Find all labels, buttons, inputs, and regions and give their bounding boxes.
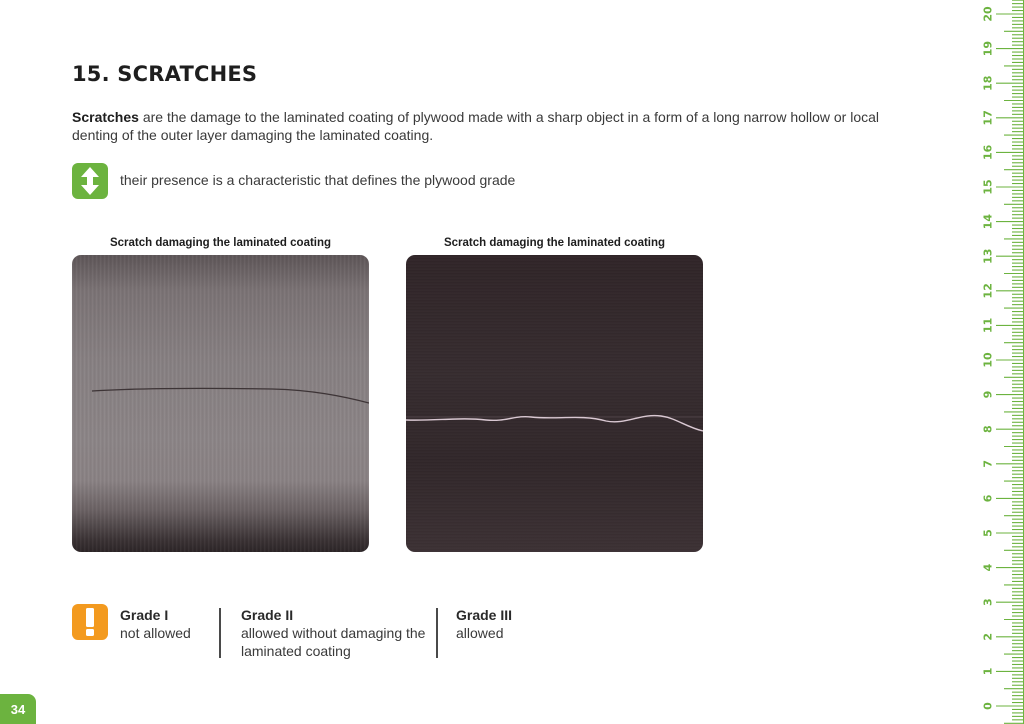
grade-1-value: not allowed (120, 625, 191, 641)
scratch-photo-dark (406, 255, 703, 552)
grade-2-value: allowed without damaging the laminated coating (241, 625, 426, 659)
ruler-label: 20 (981, 6, 995, 22)
scratch-photo-light (72, 255, 369, 552)
intro-paragraph (72, 108, 902, 144)
ruler-label: 6 (981, 494, 995, 503)
grade-2 (241, 606, 431, 660)
ruler-label: 12 (981, 283, 995, 299)
grade-3-name: Grade III (456, 607, 513, 623)
ruler-label: 2 (981, 632, 995, 641)
ruler-label: 16 (981, 144, 995, 161)
ruler-label: 1 (981, 667, 995, 676)
grade-divider (436, 608, 438, 658)
page-number: 34 (0, 694, 36, 724)
grade-3 (456, 606, 616, 642)
grade-3-value: allowed (456, 625, 504, 641)
exclamation-icon (72, 604, 108, 640)
ruler-label: 11 (981, 317, 995, 334)
grade-1-name: Grade I (120, 607, 169, 623)
ruler-label: 3 (981, 598, 995, 607)
grade-2-name: Grade II (241, 607, 294, 623)
grade-1 (120, 606, 210, 642)
ruler-label: 9 (981, 390, 995, 399)
intro-term: Scratches (72, 109, 139, 125)
ruler-label: 15 (981, 179, 995, 195)
up-down-arrow-icon (72, 163, 108, 199)
ruler-label: 0 (981, 702, 995, 710)
ruler-label: 7 (981, 459, 995, 468)
ruler-label: 18 (981, 75, 995, 91)
ruler-label: 14 (981, 213, 995, 230)
grade-note-text: their presence is a characteristic that defines the plywood grade (120, 172, 516, 188)
grade-divider (219, 608, 221, 658)
ruler (980, 0, 1024, 724)
ruler-label: 13 (981, 248, 995, 264)
ruler-label: 5 (981, 529, 995, 537)
photo-caption-right: Scratch damaging the laminated coating (443, 237, 666, 249)
photo-caption-left: Scratch damaging the laminated coating (109, 237, 332, 249)
section-title: 15. SCRATCHES (72, 62, 258, 86)
ruler-label: 19 (981, 40, 995, 57)
ruler-label: 10 (981, 352, 995, 368)
intro-text: are the damage to the laminated coating of plywood made with a sharp object in a form of a long narrow hollow or local denting of the outer layer damaging the laminated coating. (72, 109, 880, 143)
ruler-label: 17 (981, 110, 995, 126)
ruler-label: 8 (981, 425, 995, 434)
ruler-label: 4 (981, 563, 995, 572)
